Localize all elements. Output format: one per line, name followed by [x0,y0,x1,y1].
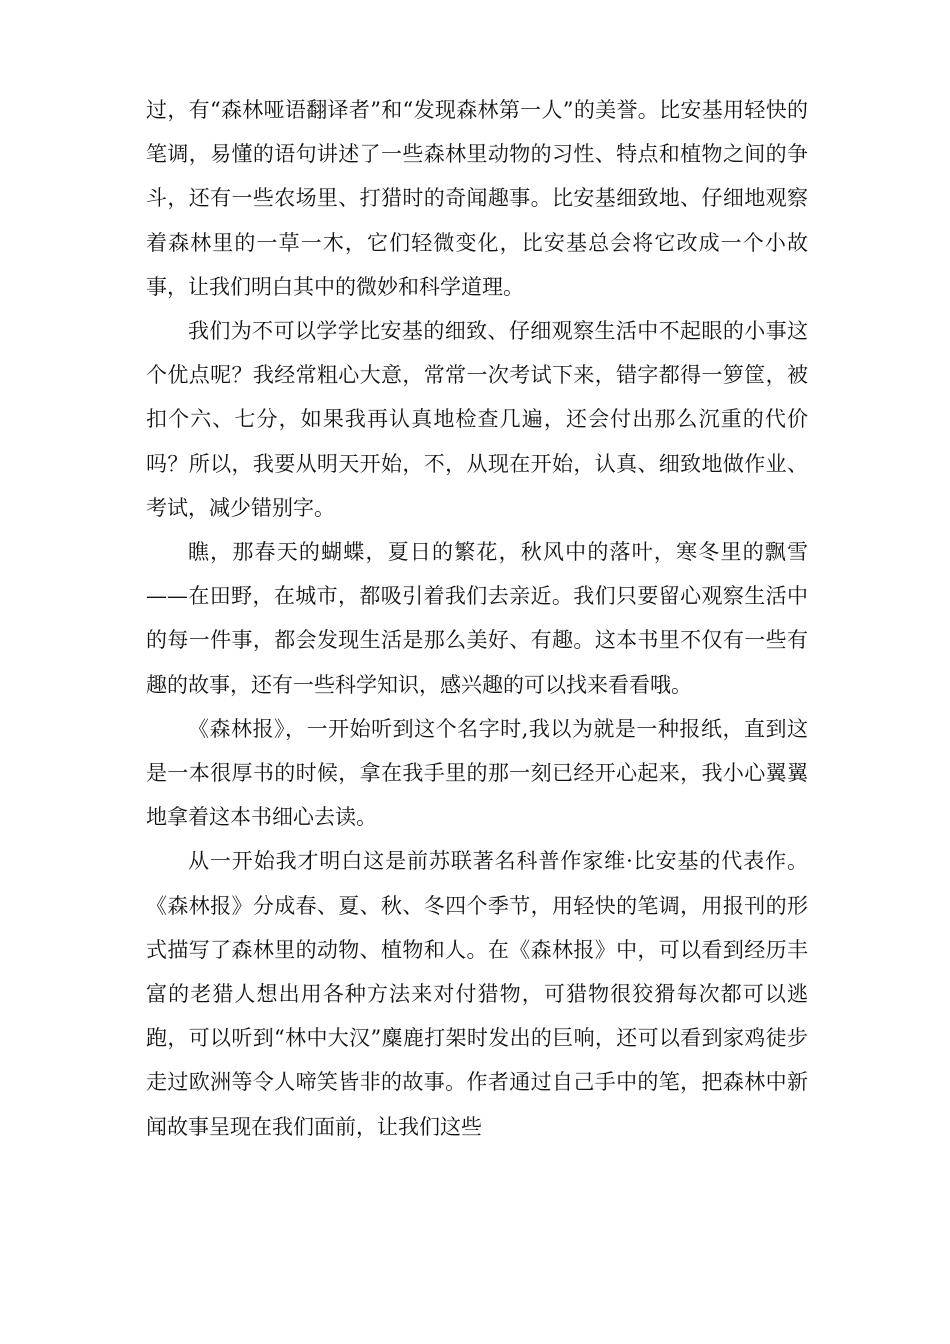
paragraph-3: 瞧，那春天的蝴蝶，夏日的繁花，秋风中的落叶，寒冬里的飘雪——在田野，在城市，都吸引着我们去亲近。我们只要留心观察生活中的每一件事，都会发现生活是那么美好、有趣。这本书里不仅有一些有趣的故事，还有一些科学知识，感兴趣的可以找来看看哦。 [146,540,808,697]
paragraph-2: 我们为不可以学学比安基的细致、仔细观察生活中不起眼的小事这个优点呢？我经常粗心大意，常常一次考试下来，错字都得一箩筐，被扣个六、七分，如果我再认真地检查几遍，还会付出那么沉重的代价吗？所以，我要从明天开始，不，从现在开始，认真、细致地做作业、考试，减少错别字。 [146,319,808,520]
paragraph-1: 过，有“森林哑语翻译者”和“发现森林第一人”的美誉。比安基用轻快的笔调，易懂的语句讲述了一些森林里动物的习性、特点和植物之间的争斗，还有一些农场里、打猎时的奇闻趣事。比安基细致地、仔细地观察着森林里的一草一木，它们轻微变化，比安基总会将它改成一个小故事，让我们明白其中的微妙和科学道理。 [146,98,808,299]
document-body [146,88,808,1149]
paragraph-5: 从一开始我才明白这是前苏联著名科普作家维·比安基的代表作。《森林报》分成春、夏、秋、冬四个季节，用轻快的笔调，用报刊的形式描写了森林里的动物、植物和人。在《森林报》中，可以看到经历丰富的老猎人想出用各种方法来对付猎物，可猎物很狡猾每次都可以逃跑，可以听到“林中大汉”麋鹿打架时发出的巨响，还可以看到家鸡徒步走过欧洲等令人啼笑皆非的故事。作者通过自己手中的笔，把森林中新闻故事呈现在我们面前，让我们这些 [146,849,808,1139]
paragraph-4: 《森林报》，一开始听到这个名字时,我以为就是一种报纸，直到这是一本很厚书的时候，拿在我手里的那一刻已经开心起来，我小心翼翼地拿着这本书细心去读。 [146,716,808,830]
